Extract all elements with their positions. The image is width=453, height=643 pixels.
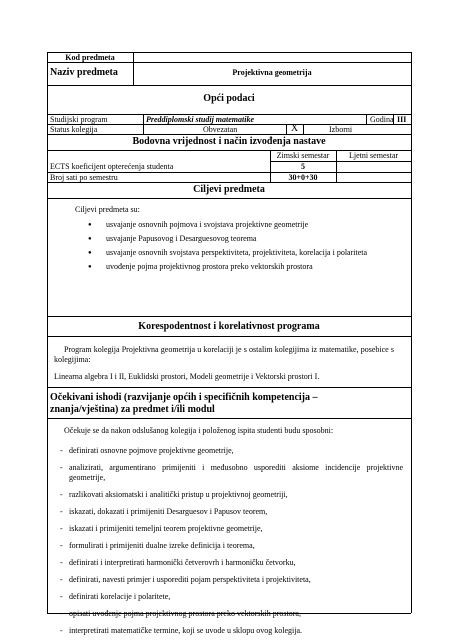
list-item: - definirati i interpretirati harmonički četverovrh i harmoničku četvorku,: [60, 558, 403, 568]
list-item: - iskazati i primijeniti temeljni teorem projektivne geometrije,: [60, 524, 403, 534]
zimski-semestar-label: Zimski semestar: [276, 151, 330, 160]
ciljevi-heading: Ciljevi predmeta: [193, 184, 265, 195]
studijski-program-label: Studijski program: [50, 115, 108, 124]
sati-line: [47, 182, 411, 183]
ects-value: 5: [301, 162, 305, 171]
obvezatan-label: Obvezatan: [203, 125, 238, 134]
broj-sati-label: Broj sati po semestru: [50, 173, 118, 182]
list-item: ● uvođenje pojma projektivnog prostora preko vektorskih prostora: [82, 262, 387, 272]
list-item: - definirati korelacije i polaritete,: [60, 592, 403, 602]
list-item: ● usvajanje Papusovog i Desarguesovog teorema: [82, 234, 387, 244]
list-item: - formulirati i primijeniti dualne izreke definicija i teorema,: [60, 541, 403, 551]
godina-value: III: [397, 115, 407, 124]
ishodi-heading-line-2: znanja/vještina) za predmet i/ili modul: [50, 404, 215, 415]
studijski-program-value: Preddiplomski studij matematike: [146, 115, 254, 124]
bodovna-heading: Bodovna vrijednost i način izvođenja nastave: [132, 136, 326, 147]
naziv-predmeta-value: Projektivna geometrija: [232, 68, 312, 77]
ishodi-list: [60, 446, 403, 643]
list-item: - definirati osnovne pojmove projektivne geometrije,: [60, 446, 403, 456]
korespodentnost-line: [47, 336, 411, 337]
ishodi-intro: Očekuje se da nakon odslušanog kolegija i položenog ispita studenti budu sposobni:: [64, 426, 334, 435]
ciljevi-end-line: [47, 316, 411, 317]
godina-label: Godina: [370, 115, 394, 124]
sem-sep-2: [336, 150, 337, 182]
broj-sati-value: 30+0+30: [288, 173, 318, 182]
izborni-label: Izborni: [329, 125, 353, 134]
frame-right: [411, 52, 412, 613]
naziv-row-line: [47, 85, 411, 86]
naziv-predmeta-label: Naziv predmeta: [50, 67, 118, 78]
program-sep-2: [366, 114, 367, 124]
ishodi-heading-line-1: Očekivani ishodi (razvijanje općih i specifičnih kompetencija –: [50, 392, 318, 403]
list-item: ● usvajanje osnovnih svojstava perspektiviteta, projektiviteta, korelacija i polariteta: [82, 248, 387, 258]
ciljevi-list: [82, 220, 387, 276]
status-kolegija-label: Status kolegija: [50, 125, 98, 134]
list-item: ● usvajanje osnovnih pojmova i svojstava projektivne geometrije: [82, 220, 387, 230]
list-item: - razlikovati aksiomatski i analitički pristup u projektivnoj geometriji,: [60, 490, 403, 500]
korespodentnost-para-1: Program kolegija Projektivna geometrija u korelaciji je s ostalim kolegijima iz matematike, posebice s kolegijima:: [54, 345, 394, 364]
program-sep-3: [393, 114, 394, 124]
korespodentnost-end-line: [47, 387, 411, 388]
ciljevi-intro: Ciljevi predmeta su:: [75, 205, 140, 214]
kod-row-line: [47, 62, 411, 63]
list-item: - iskazati, dokazati i primijeniti Desarguesov i Papusov teorem,: [60, 507, 403, 517]
ljetni-semestar-label: Ljetni semestar: [348, 151, 399, 160]
opci-podaci-heading: Opći podaci: [203, 93, 255, 104]
korespodentnost-para-2: Linearna algebra I i II, Euklidski prostori, Modeli geometrije i Vektorski prostori I.: [54, 372, 320, 381]
korespodentnost-heading: Korespodentnost i korelativnost programa: [138, 321, 320, 332]
list-item: - opisati uvođenje pojma projektivnog prostora preko vektorskih prostora,: [60, 609, 403, 619]
sem-head-line: [270, 161, 411, 162]
status-line: [47, 134, 411, 135]
ects-label: ECTS koeficijent opterećenja studenta: [50, 162, 174, 171]
ciljevi-line: [47, 198, 411, 199]
obvezatan-mark: X: [290, 123, 299, 134]
list-item: - definirati, navesti primjer i usporediti pojam perspektiviteta i projektiviteta,: [60, 575, 403, 585]
ishodi-line: [47, 418, 411, 419]
list-item: - analizirati, argumentirano primijeniti i međusobno usporediti aksiome incidencije projektivne geometrije,: [60, 463, 403, 483]
list-item: - interpretirati matematičke termine, koji se uvode u sklopu ovog kolegija.: [60, 626, 403, 636]
kod-predmeta-label: Kod predmeta: [65, 53, 115, 62]
